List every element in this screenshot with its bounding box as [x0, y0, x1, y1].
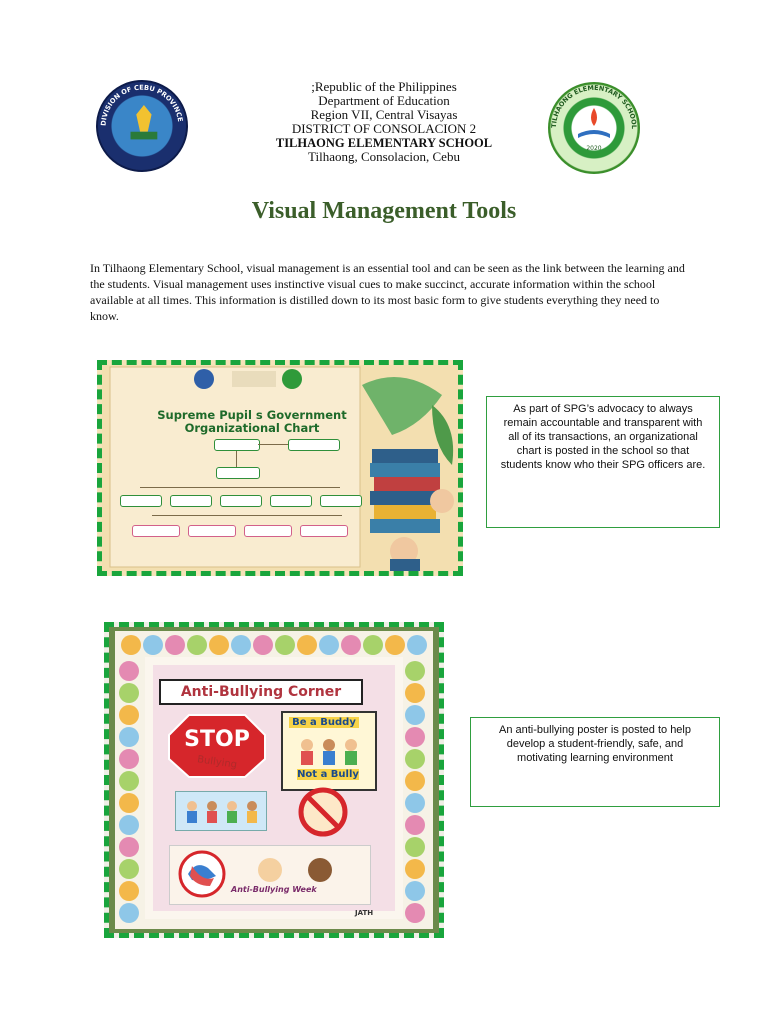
header-district: DISTRICT OF CONSOLACION 2	[291, 121, 477, 136]
org-box-representative	[244, 525, 292, 537]
header-region: Region VII, Central Visayas	[310, 107, 458, 122]
buddy-bottom-text: Not a Bully	[297, 769, 359, 780]
prohibited-icon	[281, 787, 365, 837]
stop-text: STOP	[184, 727, 250, 752]
header-department: Department of Education	[318, 93, 450, 108]
header-address: Tilhaong, Consolacion, Cebu	[308, 149, 460, 164]
org-line	[258, 444, 288, 445]
svg-text:TILHAONG ELEMENTARY SCHOOL: TILHAONG ELEMENTARY SCHOOL	[549, 83, 639, 130]
org-chart-illustration	[102, 365, 458, 571]
intro-paragraph: In Tilhaong Elementary School, visual management is an essential tool and can be seen as the link between the learning and the students. Visual management uses instinctive visual cues to make succinct, accurate information within the school available at all times. This information is distilled down to its most basic form to give students everything they need to know.	[90, 261, 685, 323]
hands-and-kids-illustration	[170, 846, 370, 904]
be-a-buddy-poster	[281, 711, 377, 791]
svg-text:DIVISION OF CEBU PROVINCE: DIVISION OF CEBU PROVINCE	[99, 83, 185, 127]
org-box-officer	[320, 495, 362, 507]
division-seal-logo	[96, 80, 188, 172]
org-box-representative	[132, 525, 180, 537]
division-seal-graphic	[98, 82, 186, 170]
org-box-president	[214, 439, 260, 451]
org-chart-photo	[97, 360, 463, 576]
stop-sign	[167, 713, 267, 779]
poster-signature: JATH	[355, 909, 374, 917]
org-box-officer	[220, 495, 262, 507]
kids-photo	[175, 791, 267, 831]
org-line	[236, 451, 237, 467]
buddy-top-text: Be a Buddy	[289, 717, 359, 728]
anti-bullying-photo	[104, 622, 444, 938]
org-box-officer	[270, 495, 312, 507]
org-line	[140, 487, 340, 488]
org-chart-caption: As part of SPG’s advocacy to always remain accountable and transparent with all of its transactions, an organizational chart is posted in the school so that students know who their SPG officers are.	[486, 396, 720, 528]
kids-illustration	[176, 792, 266, 830]
org-box-representative	[300, 525, 348, 537]
anti-bullying-caption: An anti-bullying poster is posted to help develop a student-friendly, safe, and motivating learning environment	[470, 717, 720, 807]
page-title: Visual Management Tools	[251, 198, 517, 224]
anti-bullying-week-text: Anti-Bullying Week	[231, 885, 317, 894]
kids-group-icon	[297, 735, 361, 767]
header-school-name: TILHAONG ELEMENTARY SCHOOL	[275, 136, 493, 150]
svg-text:2020: 2020	[586, 145, 602, 152]
org-box-officer	[120, 495, 162, 507]
stop-subtext: Bullying	[196, 754, 238, 771]
org-box-adviser	[288, 439, 340, 451]
header-republic: ;Republic of the Philippines	[311, 79, 457, 94]
org-line	[152, 515, 342, 516]
org-box-vice-president	[216, 467, 260, 479]
anti-bullying-poster-title: Anti-Bullying Corner	[159, 679, 363, 705]
anti-bullying-week-poster	[169, 845, 371, 905]
org-box-officer	[170, 495, 212, 507]
no-bullying-sign	[281, 787, 365, 837]
org-chart-poster-title: Supreme Pupil s Government Organizational Chart	[157, 408, 347, 435]
org-box-representative	[188, 525, 236, 537]
